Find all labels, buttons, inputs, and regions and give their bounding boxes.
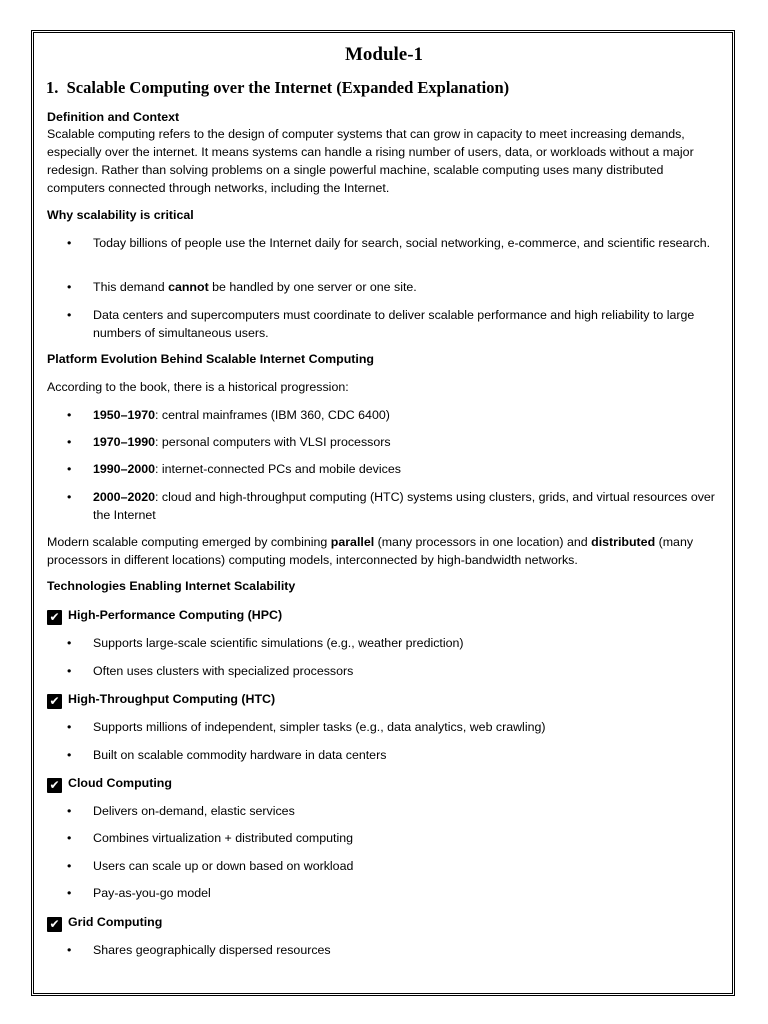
bullet-icon: • bbox=[67, 748, 72, 762]
technologies-heading: Technologies Enabling Internet Scalability bbox=[47, 579, 296, 593]
bullet-icon: • bbox=[67, 859, 72, 873]
checkmark-icon: ✔ bbox=[47, 917, 62, 932]
bullet-icon: • bbox=[67, 943, 72, 957]
evolution-summary: Modern scalable computing emerged by combining parallel (many processors in one location) and distributed (many processors in different locations) computing models, interconnected by high-bandwidth networks. bbox=[47, 535, 694, 567]
hpc-heading: ✔ High-Performance Computing (HPC) bbox=[47, 606, 282, 625]
definition-heading: Definition and Context bbox=[47, 110, 180, 124]
bullet-icon: • bbox=[67, 435, 72, 449]
why-heading: Why scalability is critical bbox=[47, 208, 194, 222]
list-item-text: This demand cannot be handled by one server or one site. bbox=[93, 280, 417, 294]
bullet-icon: • bbox=[67, 636, 72, 650]
checkmark-icon: ✔ bbox=[47, 694, 62, 709]
period-label: 1990–2000 bbox=[93, 462, 156, 476]
section-heading: 1. Scalable Computing over the Internet (Expanded Explanation) bbox=[46, 78, 510, 97]
list-item-text: Today billions of people use the Internet daily for search, social networking, e-commerce, and scientific research. bbox=[93, 236, 711, 250]
period-label: 1950–1970 bbox=[93, 408, 156, 422]
bullet-icon: • bbox=[67, 408, 72, 422]
cloud-heading: ✔ Cloud Computing bbox=[47, 774, 172, 793]
period-label: 2000–2020 bbox=[93, 490, 156, 504]
bullet-icon: • bbox=[67, 664, 72, 678]
htc-heading: ✔ High-Throughput Computing (HTC) bbox=[47, 690, 275, 709]
bullet-icon: • bbox=[67, 886, 72, 900]
checkmark-icon: ✔ bbox=[47, 610, 62, 625]
bullet-icon: • bbox=[67, 462, 72, 476]
page-title: Module-1 bbox=[344, 44, 424, 65]
bullet-icon: • bbox=[67, 308, 72, 322]
list-item-text: Data centers and supercomputers must coordinate to deliver scalable performance and high reliability to large numbers of simultaneous users. bbox=[93, 308, 695, 340]
grid-heading: ✔ Grid Computing bbox=[47, 913, 162, 932]
bullet-icon: • bbox=[67, 831, 72, 845]
bullet-icon: • bbox=[67, 720, 72, 734]
bullet-icon: • bbox=[67, 236, 72, 250]
checkmark-icon: ✔ bbox=[47, 778, 62, 793]
definition-paragraph: Scalable computing refers to the design of computer systems that can grow in capacity to meet increasing demands, especially over the internet. It means systems can handle a rising number of users, data, or workloads without a major redesign. Rather than solving problems on a single powerful machine, scalable computing uses many distributed computers connected through networks, including the Internet. bbox=[47, 127, 694, 195]
bullet-icon: • bbox=[67, 280, 72, 294]
emphasis-text: cannot bbox=[168, 280, 209, 294]
evolution-intro: According to the book, there is a historical progression: bbox=[47, 380, 349, 394]
bullet-icon: • bbox=[67, 490, 72, 504]
period-label: 1970–1990 bbox=[93, 435, 156, 449]
evolution-heading: Platform Evolution Behind Scalable Internet Computing bbox=[47, 352, 374, 366]
bullet-icon: • bbox=[67, 804, 72, 818]
